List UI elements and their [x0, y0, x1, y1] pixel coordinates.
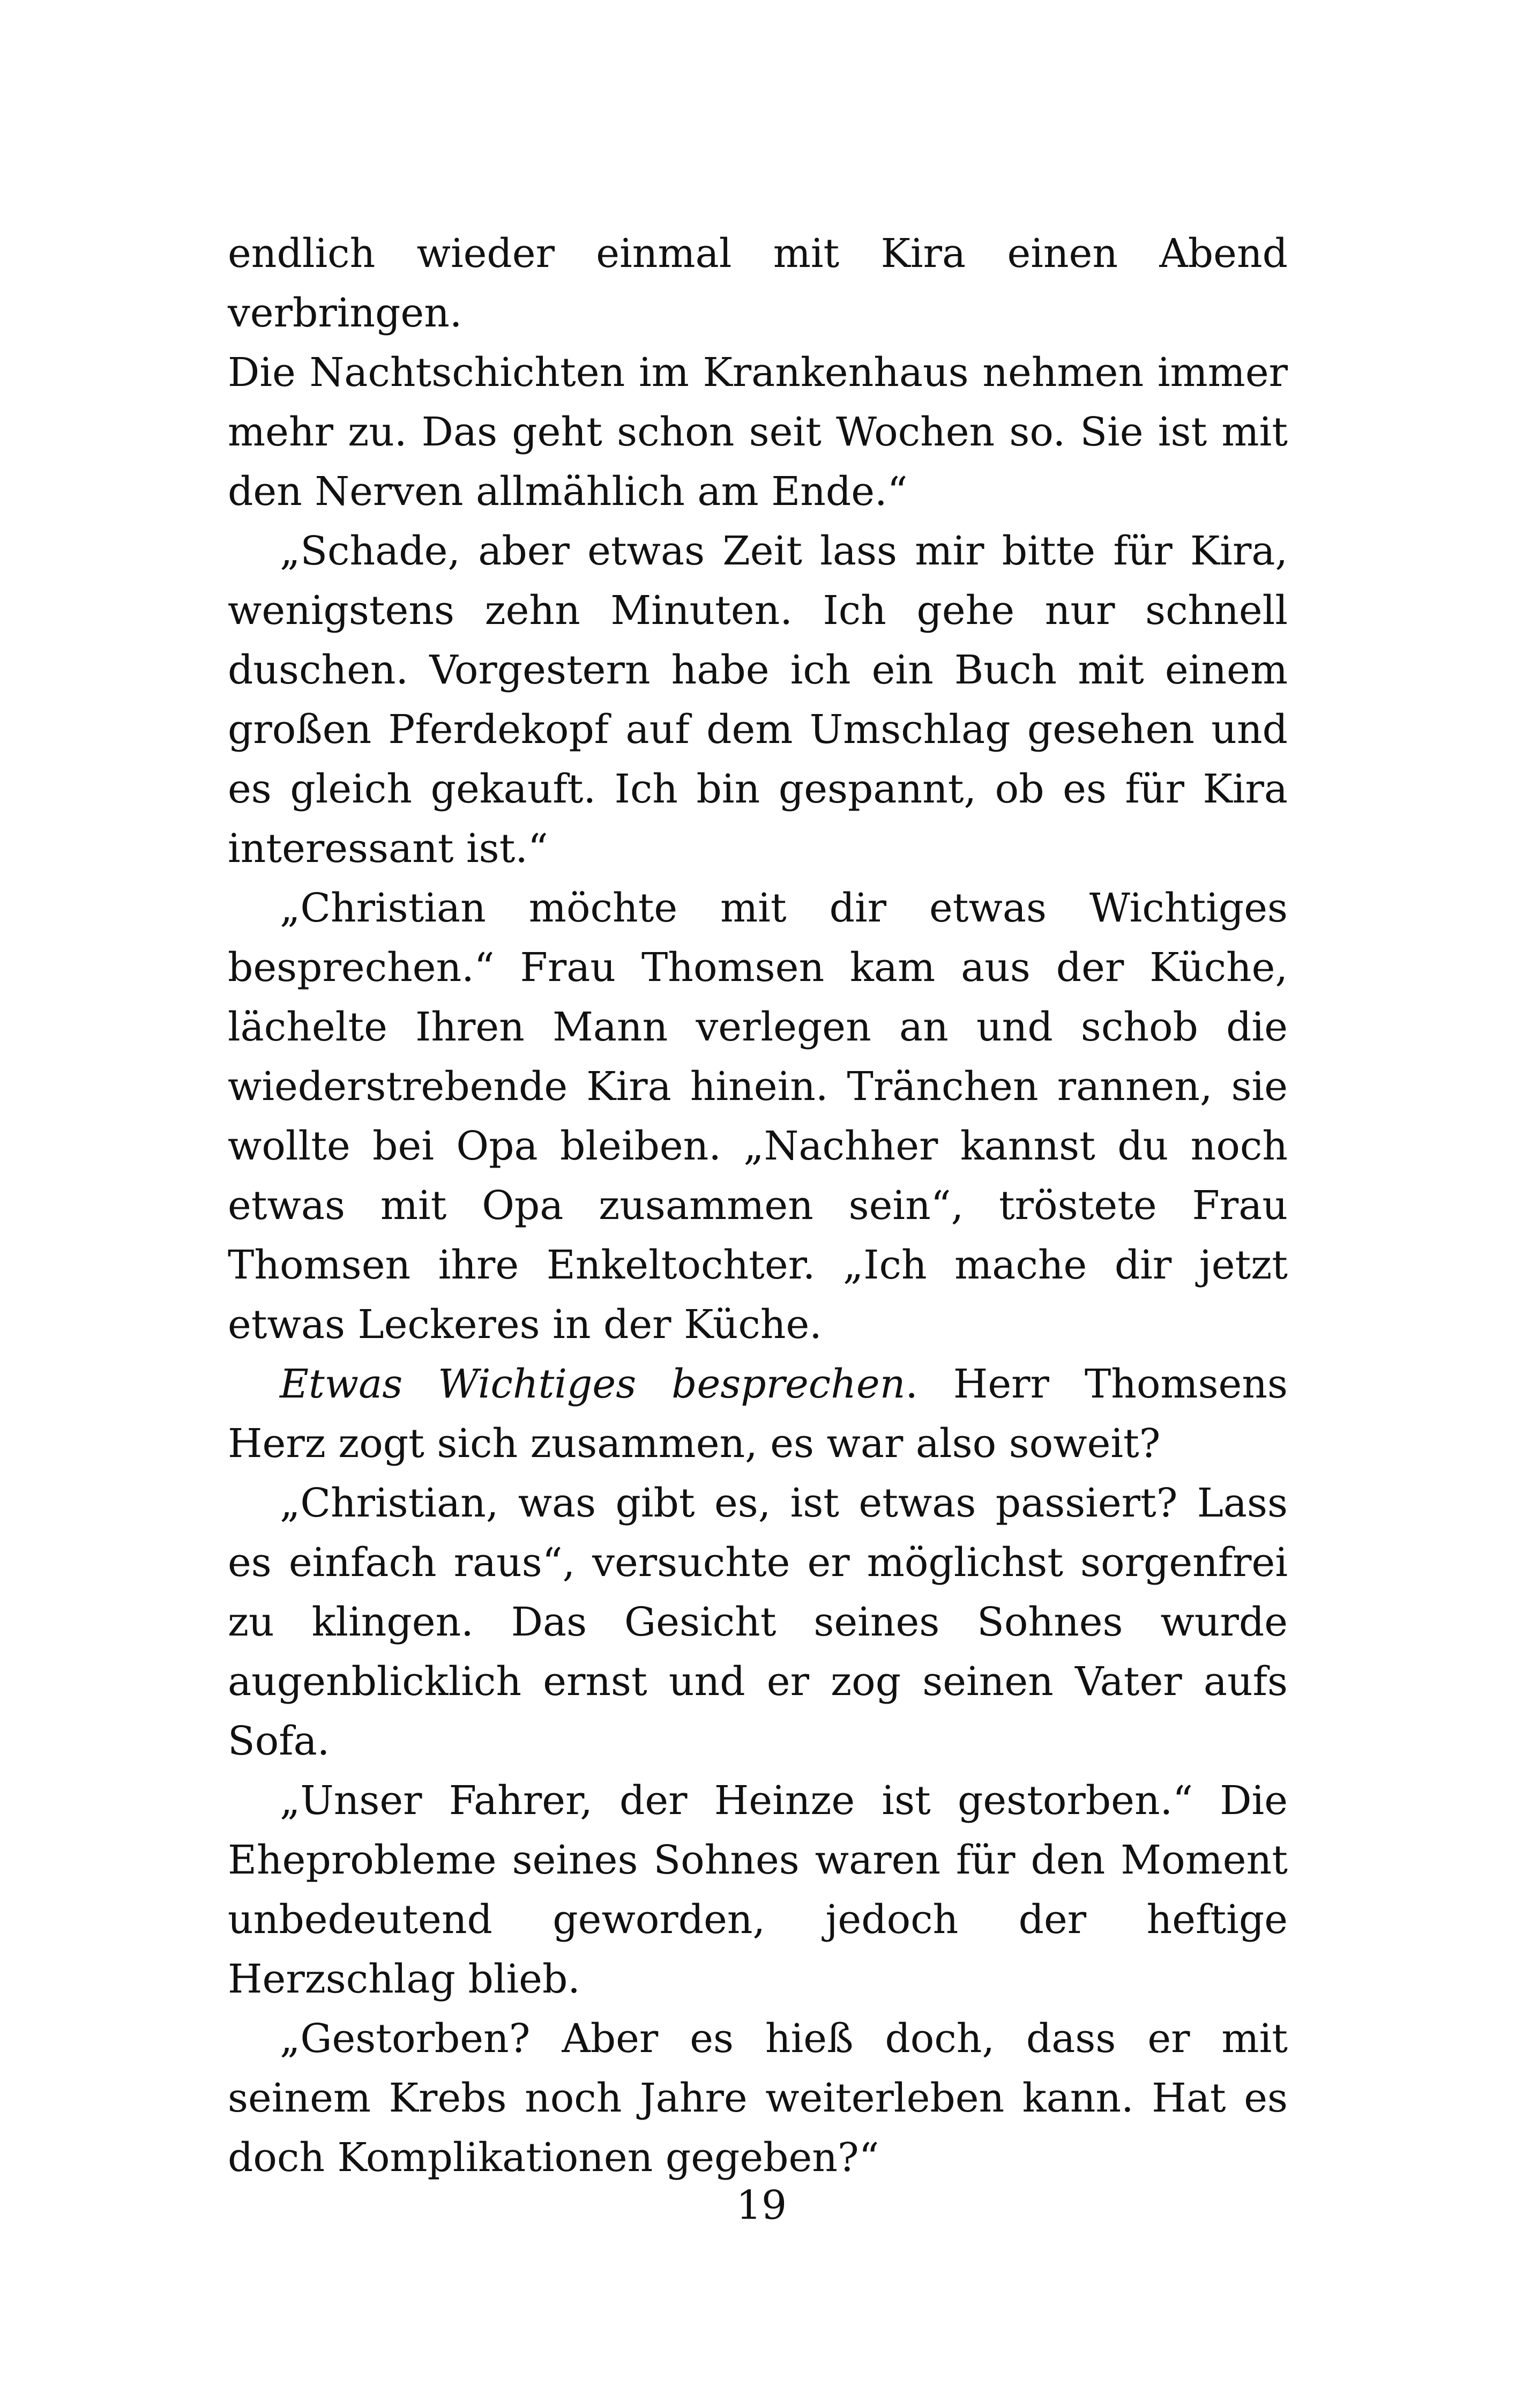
body-text: [228, 224, 1288, 2188]
paragraph: Die Nachtschichten im Krankenhaus nehmen immer mehr zu. Das geht schon seit Wochen so. Sie ist mit den Nerven allmählich am Ende.“: [228, 350, 1288, 515]
page-number: 19: [736, 2182, 787, 2228]
paragraph: [228, 1355, 1288, 1474]
paragraph: „Unser Fahrer, der Heinze ist gestorben.“ Die Eheprobleme seines Sohnes waren für den Moment unbedeutend geworden, jedoch der heftige Herzschlag blieb.: [228, 1778, 1288, 2002]
paragraph: „Schade, aber etwas Zeit lass mir bitte für Kira, wenigstens zehn Minuten. Ich gehe nur schnell duschen. Vorgestern habe ich ein Buch mit einem großen Pferdekopf auf dem Umschlag gesehen und es gleich gekauft. Ich bin gespannt, ob es für Kira interessant ist.“: [228, 528, 1288, 872]
paragraph: „Christian, was gibt es, ist etwas passiert? Lass es einfach raus“, versuchte er möglichst sorgenfrei zu klingen. Das Gesicht seines Sohnes wurde augenblicklich ernst und er zog seinen Vater aufs Sofa.: [228, 1480, 1288, 1764]
paragraph: endlich wieder einmal mit Kira einen Abend verbringen.: [228, 231, 1288, 336]
paragraph: „Christian möchte mit dir etwas Wichtiges besprechen.“ Frau Thomsen kam aus der Küche, lächelte Ihren Mann verlegen an und schob die wiederstrebende Kira hinein. Tränchen rannen, sie wollte bei Opa bleiben. „Nachher kannst du noch etwas mit Opa zusammen sein“, tröstete Frau Thomsen ihre Enkeltochter. „Ich mache dir jetzt etwas Leckeres in der Küche.: [228, 885, 1288, 1348]
paragraph: „Gestorben? Aber es hieß doch, dass er mit seinem Krebs noch Jahre weiterleben kann. Hat es doch Komplikationen gegeben?“: [228, 2016, 1288, 2181]
italic-phrase: Etwas Wichtiges besprechen: [280, 1361, 906, 1407]
paragraph-text: . Herr Thomsens Herz zogt sich zusammen, es war also soweit?: [228, 1361, 1288, 1467]
